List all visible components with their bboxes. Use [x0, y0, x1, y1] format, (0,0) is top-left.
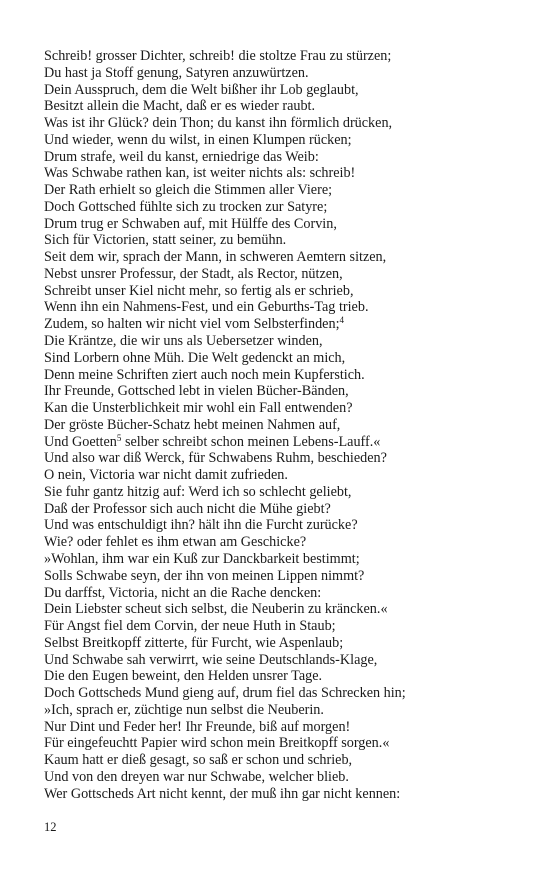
- verse-text: Denn meine Schriften ziert auch noch mein Kupferstich.: [44, 366, 365, 383]
- verse-line: [44, 82, 514, 99]
- verse-line: [44, 266, 514, 283]
- verse-text: Nur Dint und Feder her! Ihr Freunde, biß auf morgen!: [44, 718, 351, 735]
- verse-text: Daß der Professor sich auch nicht die Mühe giebt?: [44, 500, 331, 517]
- verse-line: [44, 65, 514, 82]
- verse-line: [44, 685, 514, 702]
- verse-line: [44, 668, 514, 685]
- verse-text: Doch Gottsched fühlte sich zu trocken zur Satyre;: [44, 198, 328, 215]
- verse-text: Die Kräntze, die wir uns als Uebersetzer winden,: [44, 333, 323, 350]
- verse-text: Und was entschuldigt ihn? hält ihn die Furcht zurücke?: [44, 517, 358, 534]
- verse-line: [44, 752, 514, 769]
- verse-line: [44, 551, 514, 568]
- verse-line: [44, 601, 514, 618]
- verse-line: [44, 333, 514, 350]
- verse-line: [44, 467, 514, 484]
- verse-line: [44, 115, 514, 132]
- verse-line: [44, 568, 514, 585]
- verse-line: [44, 299, 514, 316]
- verse-line: [44, 400, 514, 417]
- verse-text: Und Goetten: [44, 433, 117, 450]
- verse-text: Sich für Victorien, statt seiner, zu bemühn.: [44, 232, 287, 249]
- verse-text: Drum strafe, weil du kanst, erniedrige das Weib:: [44, 148, 319, 165]
- verse-line: [44, 501, 514, 518]
- verse-text: Solls Schwabe seyn, der ihn von meinen Lippen nimmt?: [44, 567, 365, 584]
- verse-line: [44, 719, 514, 736]
- verse-line: [44, 417, 514, 434]
- verse-text: Und Schwabe sah verwirrt, wie seine Deutschlands-Klage,: [44, 651, 378, 668]
- verse-text: Sind Lorbern ohne Müh. Die Welt gedenckt an mich,: [44, 349, 346, 366]
- verse-line: [44, 635, 514, 652]
- verse-text: Was Schwabe rathen kan, ist weiter nichts als: schreib!: [44, 165, 356, 182]
- verse-line: [44, 98, 514, 115]
- verse-line: [44, 165, 514, 182]
- verse-line: [44, 786, 514, 803]
- verse-line: [44, 517, 514, 534]
- verse-text: Wie? oder fehlet es ihm etwan am Geschicke?: [44, 534, 307, 551]
- verse-line: [44, 383, 514, 400]
- verse-line: [44, 652, 514, 669]
- verse-text: Der Rath erhielt so gleich die Stimmen aller Viere;: [44, 182, 333, 199]
- verse-text: Dein Liebster scheut sich selbst, die Neuberin zu kräncken.«: [44, 601, 388, 618]
- verse-text: Du hast ja Stoff genung, Satyren anzuwürtzen.: [44, 64, 309, 81]
- verse-text: Und wieder, wenn du wilst, in einen Klumpen rücken;: [44, 131, 352, 148]
- verse-text: Für Angst fiel dem Corvin, der neue Huth in Staub;: [44, 618, 336, 635]
- verse-text: Wenn ihn ein Nahmens-Fest, und ein Geburths-Tag trieb.: [44, 299, 369, 316]
- verse-text: Der gröste Bücher-Schatz hebt meinen Nahmen auf,: [44, 416, 341, 433]
- verse-line: [44, 232, 514, 249]
- verse-line: [44, 618, 514, 635]
- verse-text: Ihr Freunde, Gottsched lebt in vielen Bücher-Bänden,: [44, 383, 349, 400]
- verse-text: Und also war diß Werck, für Schwabens Ruhm, beschieden?: [44, 450, 387, 467]
- verse-text: »Ich, sprach er, züchtige nun selbst die Neuberin.: [44, 701, 324, 718]
- verse-text: O nein, Victoria war nicht damit zufrieden.: [44, 467, 288, 484]
- verse-text: Für eingefeuchtt Papier wird schon mein Breitkopff sorgen.«: [44, 735, 390, 752]
- verse-text: Drum trug er Schwaben auf, mit Hülffe des Corvin,: [44, 215, 337, 232]
- verse-line: [44, 216, 514, 233]
- verse-text: Kan die Unsterblichkeit mir wohl ein Fall entwenden?: [44, 400, 353, 417]
- page-number: 12: [44, 820, 57, 834]
- verse-line: [44, 199, 514, 216]
- verse-line: [44, 769, 514, 786]
- verse-line: [44, 48, 514, 65]
- verse-text: Kaum hatt er dieß gesagt, so saß er schon und schrieb,: [44, 752, 353, 769]
- verse-text: »Wohlan, ihm war ein Kuß zur Danckbarkeit bestimmt;: [44, 550, 360, 567]
- verse-text: Schreibt unser Kiel nicht mehr, so fertig als er schrieb,: [44, 282, 354, 299]
- verse-line: [44, 316, 514, 333]
- verse-text: Selbst Breitkopff zitterte, für Furcht, wie Aspenlaub;: [44, 634, 344, 651]
- verse-text: Besitzt allein die Macht, daß er es wieder raubt.: [44, 98, 316, 115]
- verse-text-continued: selber schreibt schon meinen Lebens-Lauff.«: [121, 433, 381, 450]
- verse-text: Und von den dreyen war nur Schwabe, welcher blieb.: [44, 768, 349, 785]
- poem-text-block: [44, 48, 514, 802]
- verse-text: Sie fuhr gantz hitzig auf: Werd ich so schlecht geliebt,: [44, 483, 352, 500]
- verse-text: Dein Ausspruch, dem die Welt bißher ihr Lob geglaubt,: [44, 81, 359, 98]
- verse-text: Du darffst, Victoria, nicht an die Rache dencken:: [44, 584, 322, 601]
- verse-line: [44, 283, 514, 300]
- verse-text: Schreib! grosser Dichter, schreib! die stoltze Frau zu stürzen;: [44, 48, 392, 64]
- verse-line: [44, 182, 514, 199]
- verse-text: Doch Gottscheds Mund gieng auf, drum fiel das Schrecken hin;: [44, 685, 406, 702]
- verse-text: Wer Gottscheds Art nicht kennt, der muß ihn gar nicht kennen:: [44, 785, 401, 802]
- verse-text: Seit dem wir, sprach der Mann, in schweren Aemtern sitzen,: [44, 249, 387, 266]
- verse-line: [44, 367, 514, 384]
- verse-line: [44, 702, 514, 719]
- footnote-marker[interactable]: 4: [339, 315, 345, 326]
- verse-text: Zudem, so halten wir nicht viel vom Selbsterfinden;: [44, 316, 340, 333]
- verse-line: [44, 585, 514, 602]
- verse-line: [44, 350, 514, 367]
- verse-line: [44, 132, 514, 149]
- verse-line: [44, 434, 514, 451]
- verse-line: [44, 450, 514, 467]
- verse-text: Die den Eugen beweint, den Helden unsrer Tage.: [44, 668, 323, 685]
- footnote-marker[interactable]: 5: [116, 432, 122, 443]
- verse-line: [44, 735, 514, 752]
- verse-line: [44, 534, 514, 551]
- verse-line: [44, 484, 514, 501]
- verse-line: [44, 149, 514, 166]
- verse-text: Was ist ihr Glück? dein Thon; du kanst ihn förmlich drücken,: [44, 115, 393, 132]
- verse-text: Nebst unsrer Professur, der Stadt, als Rector, nützen,: [44, 265, 343, 282]
- verse-line: [44, 249, 514, 266]
